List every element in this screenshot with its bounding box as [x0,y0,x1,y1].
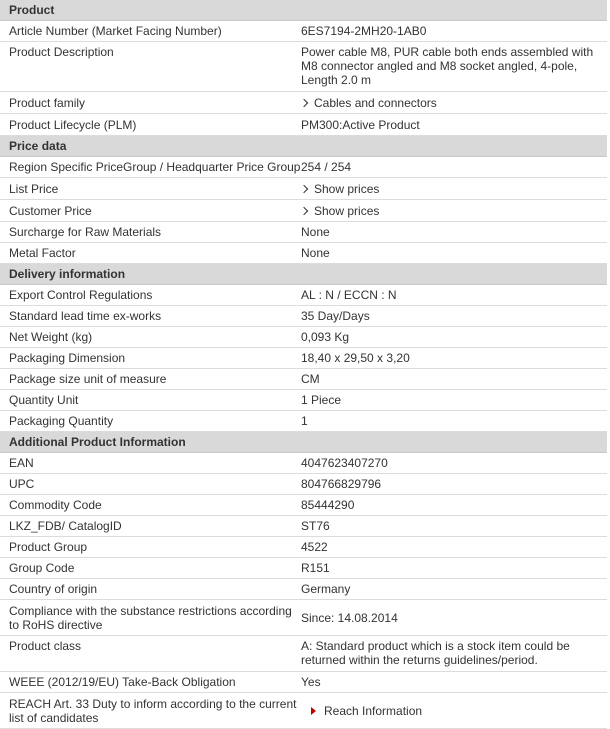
value: Germany [301,582,351,596]
value: 85444290 [301,498,355,512]
label: Commodity Code [9,498,102,512]
value: 4047623407270 [301,456,388,470]
row-lead-time [0,306,607,327]
value: None [301,225,330,239]
cables-connectors-link[interactable] [301,96,437,110]
row-commodity-code [0,495,607,516]
value: AL : N / ECCN : N [301,288,397,302]
section-price-header: Price data [0,136,607,157]
label: Package size unit of measure [9,372,167,386]
value: 0,093 Kg [301,330,350,344]
row-product-lifecycle [0,114,607,136]
label: Net Weight (kg) [9,330,93,344]
chevron-right-icon [300,206,308,214]
row-product-family [0,92,607,114]
label: LKZ_FDB/ CatalogID [9,519,122,533]
label: Product Lifecycle (PLM) [9,117,137,132]
link-text: Show prices [314,203,380,218]
label: Packaging Quantity [9,414,114,428]
value: None [301,246,330,260]
row-group-code [0,558,607,579]
row-list-price [0,178,607,200]
row-metal-factor [0,243,607,264]
row-customer-price [0,200,607,222]
label: Product Description [9,45,114,59]
label: Packaging Dimension [9,351,126,365]
value [301,178,607,199]
row-product-description [0,42,607,92]
label: Standard lead time ex-works [9,309,162,323]
row-surcharge [0,222,607,243]
label: List Price [9,181,59,196]
link-text: Reach Information [324,703,423,718]
row-quantity-unit [0,390,607,411]
value [301,92,607,113]
label: REACH Art. 33 Duty to inform according to the current list of candidates [9,696,297,725]
triangle-right-icon [311,707,316,715]
customer-price-show-link[interactable] [301,204,379,218]
value [301,200,607,221]
chevron-right-icon [300,98,308,106]
label: UPC [9,477,35,491]
row-upc [0,474,607,495]
row-country-origin [0,579,607,600]
label: Quantity Unit [9,393,79,407]
value: 1 [301,414,308,428]
row-export-control [0,285,607,306]
row-ean [0,453,607,474]
value: 35 Day/Days [301,309,370,323]
label: Product Group [9,540,88,554]
row-packaging-quantity [0,411,607,432]
row-catalog-id [0,516,607,537]
row-weee [0,672,607,693]
section-product-header: Product [0,0,607,21]
label: Region Specific PriceGroup / Headquarter Price Group [9,160,301,174]
label: EAN [9,456,34,470]
label: Export Control Regulations [9,288,153,302]
label: Surcharge for Raw Materials [9,225,162,239]
row-rohs-compliance [0,600,607,636]
value: Power cable M8, PUR cable both ends assembled with M8 connector angled and M8 socket angled, 4-pole, Length 2.0 m [301,45,594,87]
value: 6ES7194-2MH20-1AB0 [301,24,427,38]
chevron-right-icon [300,184,308,192]
label: Product family [9,95,86,110]
row-package-unit [0,369,607,390]
value: ST76 [301,519,330,533]
label: Customer Price [9,203,92,218]
row-reach [0,693,607,729]
reach-information-link[interactable] [311,704,422,718]
value: R151 [301,561,330,575]
label: Product class [9,639,82,653]
row-packaging-dimension [0,348,607,369]
row-product-group [0,537,607,558]
value [301,693,607,728]
value: 254 / 254 [301,160,352,174]
value: Since: 14.08.2014 [301,610,398,625]
value: A: Standard product which is a stock item could be returned within the returns guidelines/period. [301,639,570,667]
value: 4522 [301,540,328,554]
value: CM [301,372,320,386]
value: 18,40 x 29,50 x 3,20 [301,351,410,365]
list-price-show-link[interactable] [301,182,379,196]
value: 1 Piece [301,393,342,407]
value: 804766829796 [301,477,382,491]
row-article-number [0,21,607,42]
row-product-class [0,636,607,672]
link-text: Cables and connectors [314,95,437,110]
label: WEEE (2012/19/EU) Take-Back Obligation [9,675,236,689]
label: Country of origin [9,582,98,596]
row-net-weight [0,327,607,348]
label: Compliance with the substance restrictions according to RoHS directive [9,603,292,632]
section-delivery-header: Delivery information [0,264,607,285]
section-additional-header: Additional Product Information [0,432,607,453]
label: Metal Factor [9,246,76,260]
label: Group Code [9,561,75,575]
value: PM300:Active Product [301,117,420,132]
value: Yes [301,675,321,689]
row-region-price-group [0,157,607,178]
link-text: Show prices [314,181,380,196]
label: Article Number (Market Facing Number) [9,24,222,38]
